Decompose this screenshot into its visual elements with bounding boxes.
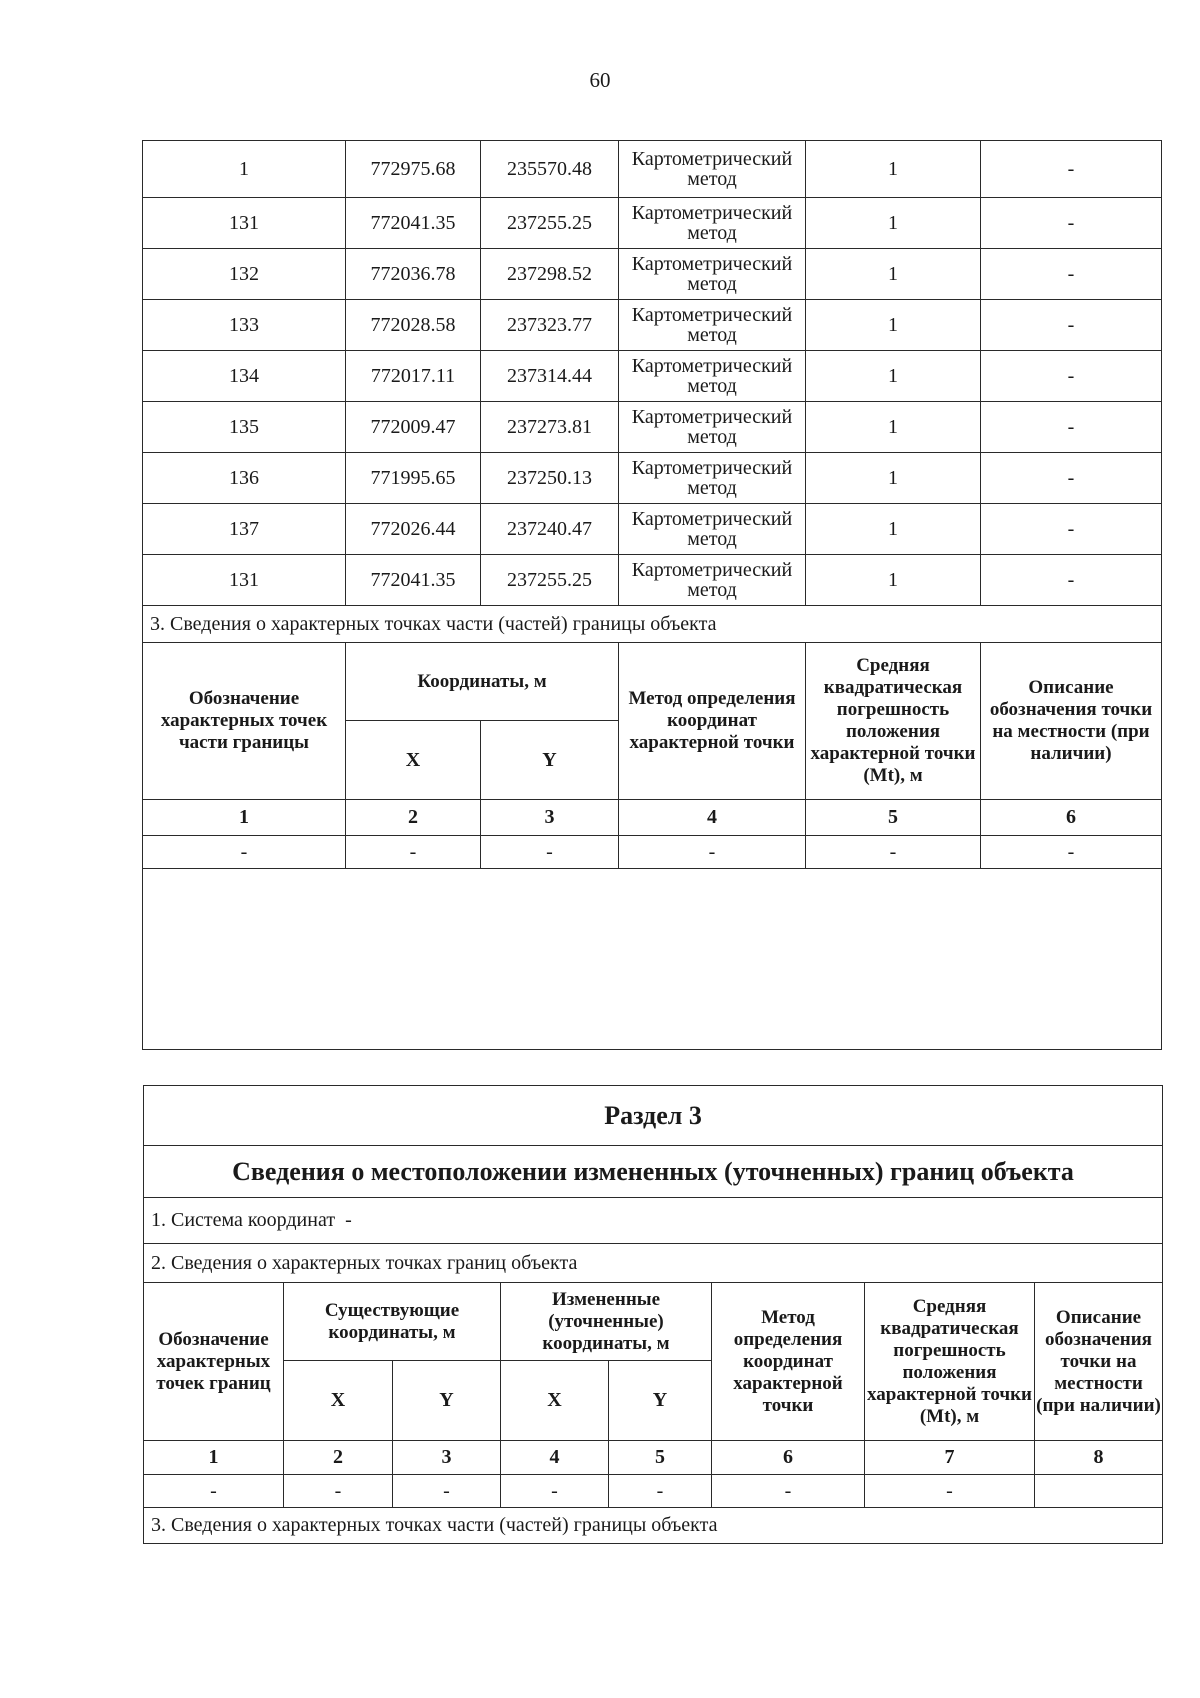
x-coordinate-cell: 772041.35 <box>346 198 481 249</box>
empty-cell-4: - <box>619 836 806 869</box>
column-number-1: 1 <box>144 1441 284 1475</box>
x-coordinate-cell: 772036.78 <box>346 249 481 300</box>
header-changed-coordinates: Измененные (уточненные) координаты, м <box>501 1283 712 1361</box>
column-number-5: 5 <box>806 800 981 836</box>
column-number-1: 1 <box>143 800 346 836</box>
mean-error-cell: 1 <box>806 351 981 402</box>
x-coordinate-cell: 771995.65 <box>346 453 481 504</box>
table-row <box>143 555 1162 606</box>
table-row <box>143 300 1162 351</box>
empty-cell-6: - <box>712 1475 865 1508</box>
header-mean-error: Средняя квадратическая погрешность положения характерной точки (Mt), м <box>806 643 981 800</box>
header-method: Метод определения координат характерной точки <box>712 1283 865 1441</box>
column-number-5: 5 <box>609 1441 712 1475</box>
column-number-row <box>144 1441 1163 1475</box>
description-cell: - <box>981 198 1162 249</box>
description-cell: - <box>981 351 1162 402</box>
table-row <box>143 351 1162 402</box>
y-coordinate-cell: 237323.77 <box>481 300 619 351</box>
method-cell: Картометрический метод <box>619 504 806 555</box>
header-method: Метод определения координат характерной точки <box>619 643 806 800</box>
table-row <box>143 453 1162 504</box>
column-number-7: 7 <box>865 1441 1035 1475</box>
header-x: X <box>346 721 481 800</box>
empty-cell-5: - <box>806 836 981 869</box>
description-cell: - <box>981 555 1162 606</box>
column-number-2: 2 <box>284 1441 393 1475</box>
column-number-4: 4 <box>619 800 806 836</box>
header-point-designation: Обозначение характерных точек границ <box>144 1283 284 1441</box>
description-cell: - <box>981 141 1162 198</box>
column-number-row <box>143 800 1162 836</box>
method-cell: Картометрический метод <box>619 249 806 300</box>
point-number-cell: 135 <box>143 402 346 453</box>
header-changed-x: X <box>501 1361 609 1441</box>
empty-data-row <box>143 836 1162 869</box>
section-subtitle: Сведения о местоположении измененных (уточненных) границ объекта <box>144 1146 1163 1198</box>
description-cell: - <box>981 402 1162 453</box>
x-coordinate-cell: 772975.68 <box>346 141 481 198</box>
method-cell: Картометрический метод <box>619 555 806 606</box>
blank-area <box>143 869 1162 1050</box>
empty-cell-3: - <box>393 1475 501 1508</box>
boundary-points-label: 2. Сведения о характерных точках границ объекта <box>144 1244 1163 1283</box>
table-row <box>143 504 1162 555</box>
table-row <box>143 402 1162 453</box>
x-coordinate-cell: 772028.58 <box>346 300 481 351</box>
header-existing-x: X <box>284 1361 393 1441</box>
coordinate-system-row <box>144 1198 1163 1244</box>
column-number-3: 3 <box>393 1441 501 1475</box>
mean-error-cell: 1 <box>806 504 981 555</box>
method-cell: Картометрический метод <box>619 453 806 504</box>
table-row <box>143 141 1162 198</box>
table-row <box>143 249 1162 300</box>
part-boundary-section-label: 3. Сведения о характерных точках части (частей) границы объекта <box>143 606 1162 643</box>
empty-cell-7: - <box>865 1475 1035 1508</box>
empty-cell-3: - <box>481 836 619 869</box>
column-number-2: 2 <box>346 800 481 836</box>
point-number-cell: 131 <box>143 198 346 249</box>
empty-cell-4: - <box>501 1475 609 1508</box>
method-cell: Картометрический метод <box>619 198 806 249</box>
mean-error-cell: 1 <box>806 198 981 249</box>
header-changed-y: Y <box>609 1361 712 1441</box>
header-mean-error: Средняя квадратическая погрешность положения характерной точки (Mt), м <box>865 1283 1035 1441</box>
column-number-6: 6 <box>712 1441 865 1475</box>
column-number-3: 3 <box>481 800 619 836</box>
mean-error-cell: 1 <box>806 249 981 300</box>
part-boundary-section-label: 3. Сведения о характерных точках части (частей) границы объекта <box>144 1508 1163 1544</box>
description-cell: - <box>981 300 1162 351</box>
empty-cell-8 <box>1035 1475 1163 1508</box>
page-number: 60 <box>589 68 611 92</box>
x-coordinate-cell: 772009.47 <box>346 402 481 453</box>
point-number-cell: 136 <box>143 453 346 504</box>
point-number-cell: 134 <box>143 351 346 402</box>
header-existing-coordinates: Существующие координаты, м <box>284 1283 501 1361</box>
header-description: Описание обозначения точки на местности (при наличии) <box>981 643 1162 800</box>
empty-cell-6: - <box>981 836 1162 869</box>
column-number-6: 6 <box>981 800 1162 836</box>
empty-data-row <box>144 1475 1163 1508</box>
mean-error-cell: 1 <box>806 141 981 198</box>
coordinates-table-body <box>143 141 1162 606</box>
point-number-cell: 132 <box>143 249 346 300</box>
empty-cell-2: - <box>284 1475 393 1508</box>
column-number-8: 8 <box>1035 1441 1163 1475</box>
header-existing-y: Y <box>393 1361 501 1441</box>
section-3-table <box>143 1085 1163 1544</box>
header-description: Описание обозначения точки на местности (при наличии) <box>1035 1283 1163 1441</box>
method-cell: Картометрический метод <box>619 402 806 453</box>
y-coordinate-cell: 237255.25 <box>481 555 619 606</box>
header-point-designation: Обозначение характерных точек части границы <box>143 643 346 800</box>
x-coordinate-cell: 772026.44 <box>346 504 481 555</box>
empty-cell-2: - <box>346 836 481 869</box>
coordinate-system-value: - <box>345 1209 352 1231</box>
x-coordinate-cell: 772041.35 <box>346 555 481 606</box>
method-cell: Картометрический метод <box>619 351 806 402</box>
y-coordinate-cell: 237298.52 <box>481 249 619 300</box>
point-number-cell: 137 <box>143 504 346 555</box>
coordinate-system-label: 1. Система координат <box>151 1209 336 1231</box>
header-y: Y <box>481 721 619 800</box>
empty-cell-1: - <box>143 836 346 869</box>
column-number-4: 4 <box>501 1441 609 1475</box>
empty-cell-1: - <box>144 1475 284 1508</box>
point-number-cell: 1 <box>143 141 346 198</box>
y-coordinate-cell: 237255.25 <box>481 198 619 249</box>
coordinates-table <box>142 140 1162 1050</box>
table-row <box>143 198 1162 249</box>
y-coordinate-cell: 237250.13 <box>481 453 619 504</box>
section-title: Раздел 3 <box>144 1086 1163 1146</box>
mean-error-cell: 1 <box>806 300 981 351</box>
description-cell: - <box>981 249 1162 300</box>
mean-error-cell: 1 <box>806 453 981 504</box>
y-coordinate-cell: 237273.81 <box>481 402 619 453</box>
method-cell: Картометрический метод <box>619 300 806 351</box>
x-coordinate-cell: 772017.11 <box>346 351 481 402</box>
y-coordinate-cell: 237314.44 <box>481 351 619 402</box>
description-cell: - <box>981 453 1162 504</box>
point-number-cell: 133 <box>143 300 346 351</box>
y-coordinate-cell: 237240.47 <box>481 504 619 555</box>
header-coordinates: Координаты, м <box>346 643 619 721</box>
mean-error-cell: 1 <box>806 402 981 453</box>
method-cell: Картометрический метод <box>619 141 806 198</box>
mean-error-cell: 1 <box>806 555 981 606</box>
point-number-cell: 131 <box>143 555 346 606</box>
y-coordinate-cell: 235570.48 <box>481 141 619 198</box>
empty-cell-5: - <box>609 1475 712 1508</box>
description-cell: - <box>981 504 1162 555</box>
